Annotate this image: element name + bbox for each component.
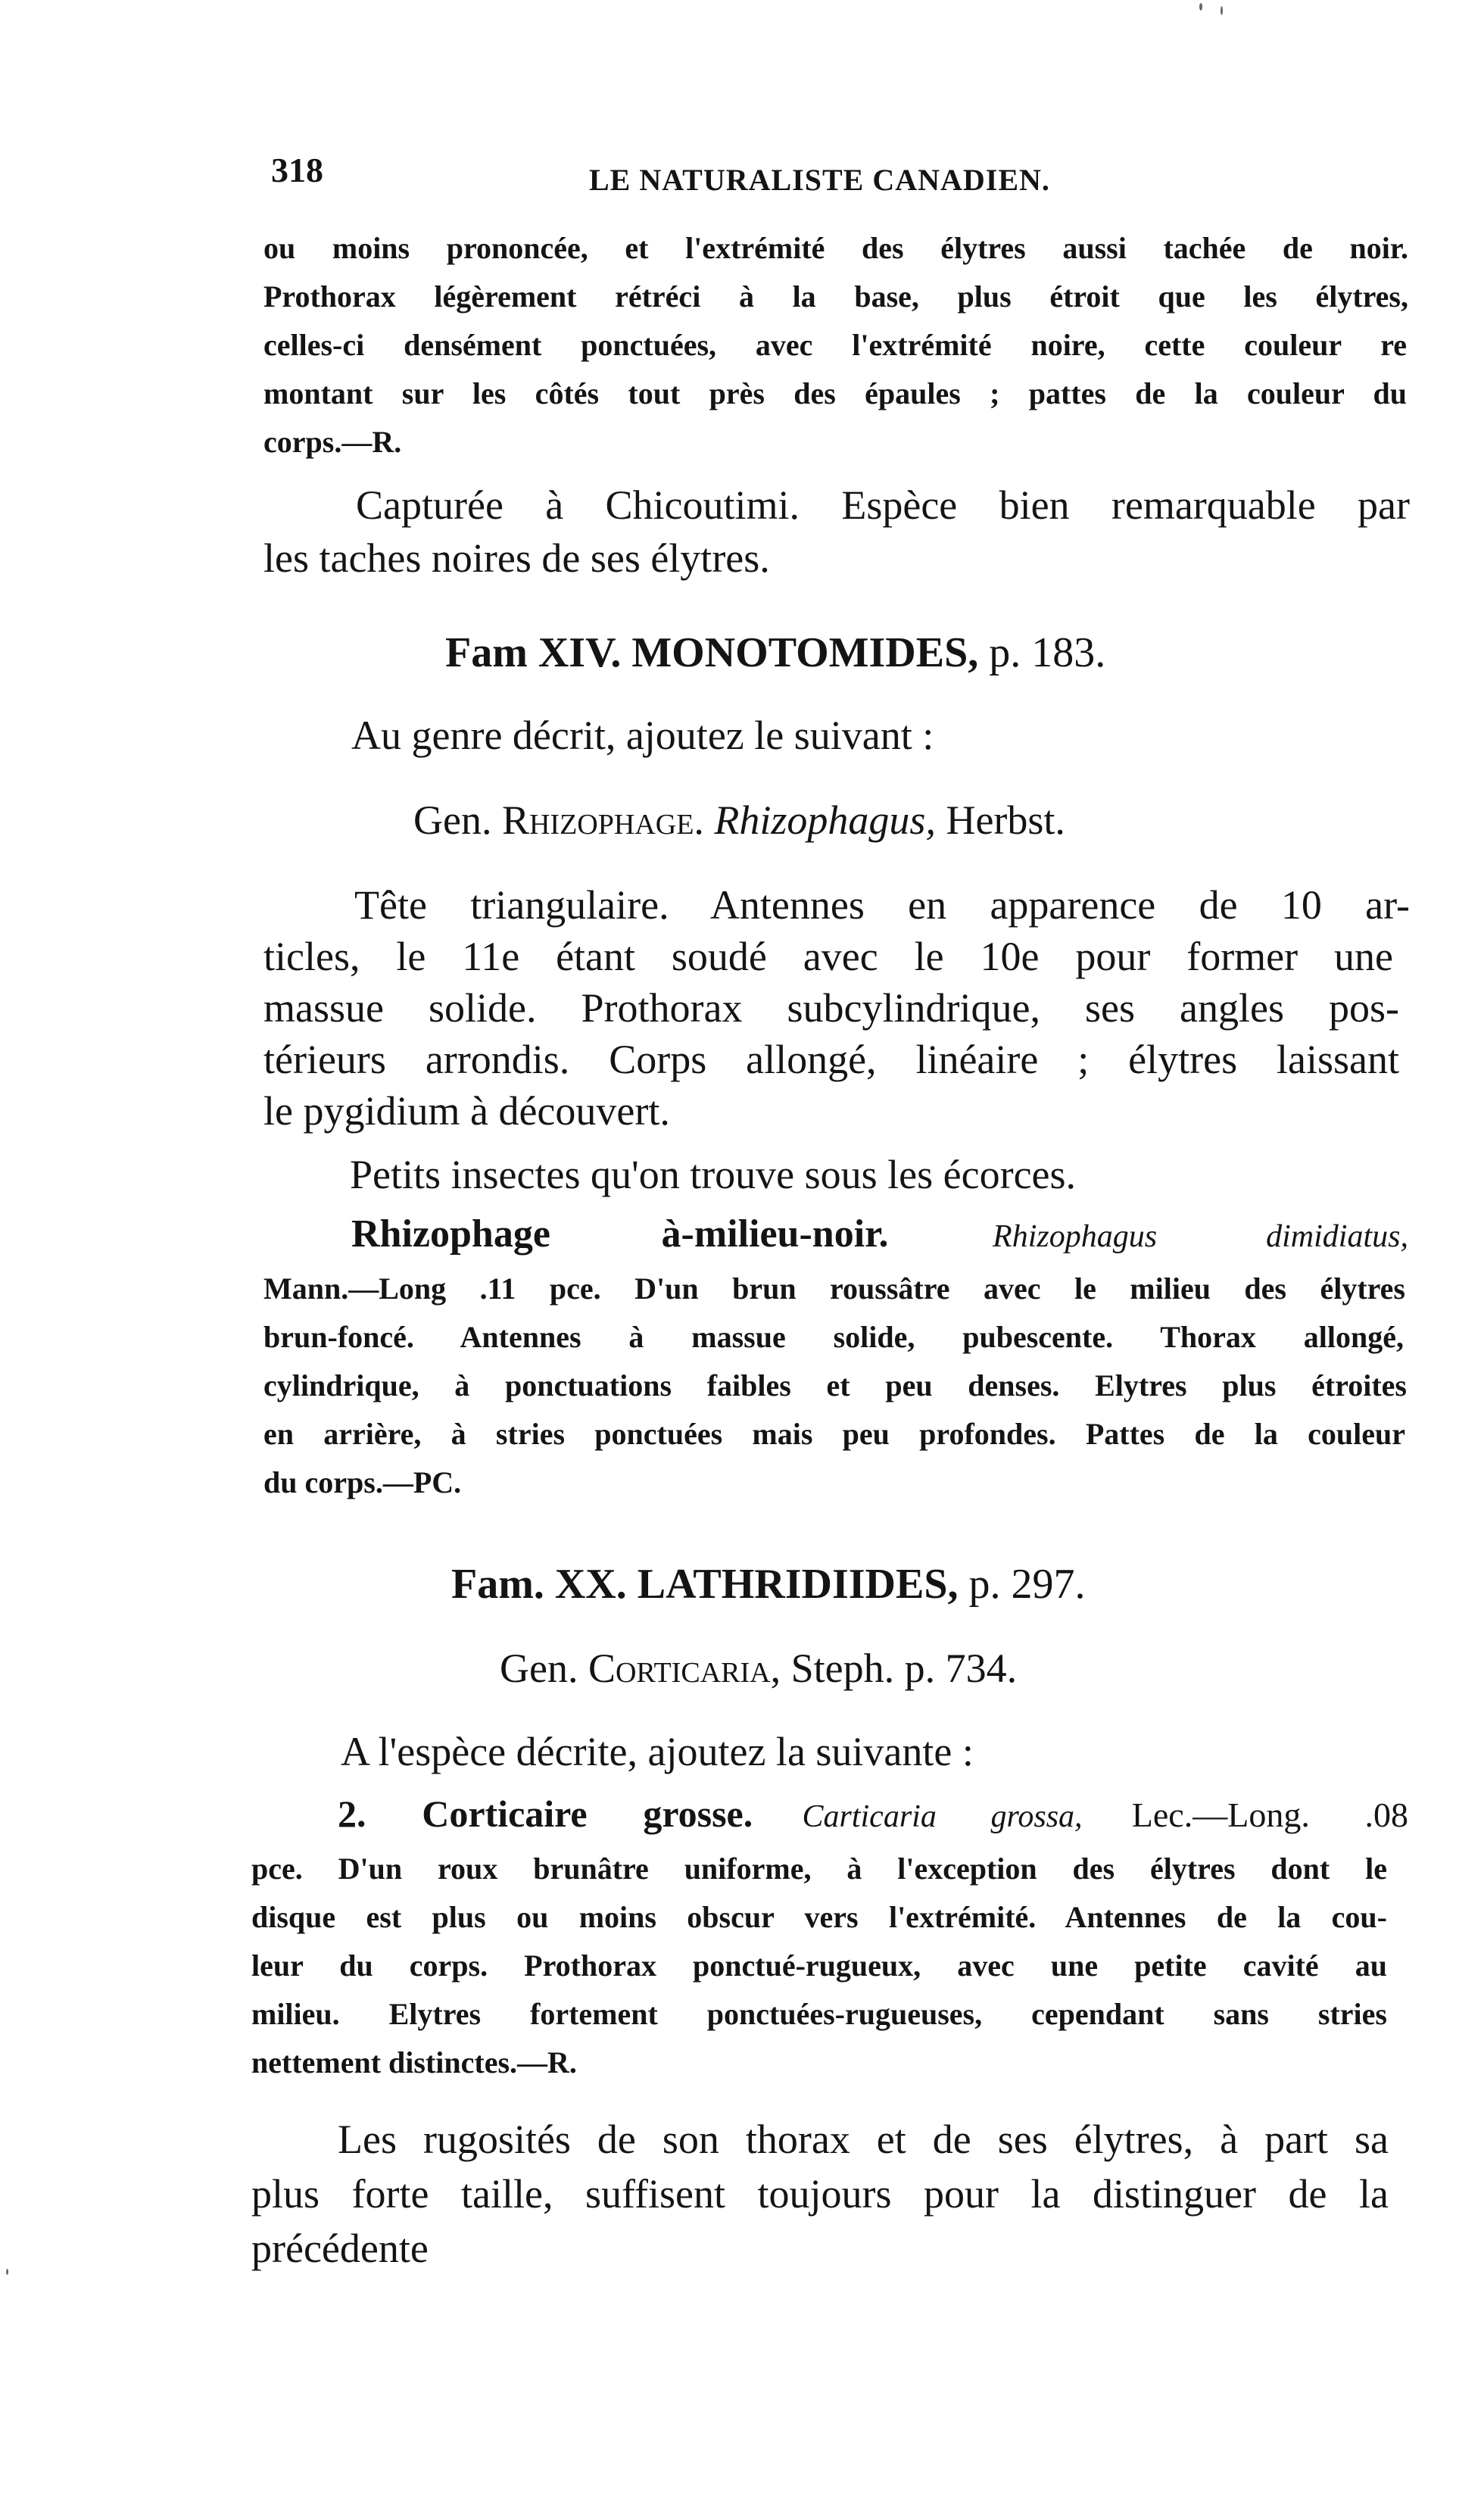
p1-line-1: ou moins prononcée, et l'extrémité des élytres aussi tachée de noir. (263, 231, 1408, 265)
species1-line-4: en arrière, à stries ponctuées mais peu profondes. Pattes de la couleur (263, 1417, 1405, 1451)
p6-line: A l'espèce décrite, ajoutez la suivante : (341, 1729, 974, 1774)
species2-line-5: nettement distinctes.—R. (251, 2045, 577, 2079)
p1-line-2: Prothorax légèrement rétréci à la base, plus étroit que les élytres, (263, 279, 1408, 314)
running-title: LE NATURALISTE CANADIEN. (589, 163, 1050, 197)
gen1-author: Herbst. (946, 797, 1065, 843)
fam20-name: LATHRIDIIDES, (637, 1561, 959, 1608)
p1-line-5: corps.—R. (263, 425, 402, 459)
fam20-page: p. 297. (968, 1561, 1086, 1608)
p7-line-1: Les rugosités de son thorax et de ses élytres, à part sa (338, 2117, 1389, 2162)
page-number: 318 (271, 151, 323, 189)
species2-line-1: pce. D'un roux brunâtre uniforme, à l'exception des élytres dont le (251, 1852, 1387, 1886)
p1-line-4: montant sur les côtés tout près des épaules ; pattes de la couleur du (263, 376, 1407, 410)
species2-latin: Carticaria grossa, (802, 1799, 1083, 1834)
p5-line: Petits insectes qu'on trouve sous les écorces. (350, 1152, 1077, 1197)
species2-tail: Lec.—Long. .08 (1131, 1796, 1409, 1834)
p4-line-4: térieurs arrondis. Corps allongé, linéaire ; élytres laissant (263, 1037, 1399, 1082)
species1-latin: Rhizophagus dimidiatus, (993, 1219, 1408, 1254)
p2-line-2: les taches noires de ses élytres. (263, 535, 770, 581)
fam14-prefix: Fam (445, 629, 528, 676)
fam20-number: XX. (554, 1561, 627, 1608)
species1-line-1: Mann.—Long .11 pce. D'un brun roussâtre avec le milieu des élytres (263, 1271, 1405, 1306)
species1-line-2: brun-foncé. Antennes à massue solide, pubescente. Thorax allongé, (263, 1320, 1404, 1354)
species1-name: Rhizophage à-milieu-noir. (351, 1212, 889, 1256)
p4-line-2: ticles, le 11e étant soudé avec le 10e pour former une (263, 934, 1393, 979)
species2-name: 2. Corticaire grosse. (338, 1792, 753, 1835)
p7-line-3: précédente (251, 2226, 429, 2271)
species1-line-5: du corps.—PC. (263, 1465, 462, 1499)
fam14-page: p. 183. (989, 629, 1106, 676)
gen1-name: Rhizophage. (501, 797, 704, 843)
scan-speck (1221, 6, 1223, 15)
gen2-rest: Steph. p. 734. (790, 1646, 1018, 1691)
species2-line-3: leur du corps. Prothorax ponctué-rugueux, avec une petite cavité au (251, 1948, 1387, 1983)
p4-line-3: massue solide. Prothorax subcylindrique, ses angles pos- (263, 985, 1399, 1031)
p7-line-2: plus forte taille, suffisent toujours pour la distinguer de la (251, 2171, 1389, 2217)
species2-line-4: milieu. Elytres fortement ponctuées-rugueuses, cependant sans stries (251, 1997, 1387, 2031)
family-heading-xx (451, 1560, 1086, 1608)
scan-speck (6, 2269, 8, 2275)
family-heading-xiv (445, 629, 1105, 677)
species1-line-3: cylindrique, à ponctuations faibles et peu denses. Elytres plus étroites (263, 1368, 1407, 1402)
species1-heading (351, 1212, 1408, 1256)
gen2-name: Corticaria, (588, 1646, 781, 1691)
genus-corticaria-heading (500, 1645, 1017, 1692)
fam20-prefix: Fam. (451, 1561, 544, 1608)
p3-line: Au genre décrit, ajoutez le suivant : (351, 713, 934, 758)
p4-line-1: Tête triangulaire. Antennes en apparence de 10 ar- (354, 882, 1410, 928)
gen1-latin: Rhizophagus, (714, 797, 936, 843)
genus-rhizophage-heading (413, 797, 1065, 844)
fam14-number: XIV. (538, 629, 622, 676)
gen2-prefix: Gen. (500, 1646, 578, 1691)
p1-line-3: celles-ci densément ponctuées, avec l'extrémité noire, cette couleur re (263, 328, 1407, 362)
fam14-name: MONOTOMIDES, (631, 629, 979, 676)
p4-line-5: le pygidium à découvert. (263, 1088, 670, 1134)
species2-line-2: disque est plus ou moins obscur vers l'extrémité. Antennes de la cou- (251, 1900, 1387, 1934)
gen1-prefix: Gen. (413, 797, 492, 843)
p2-line-1: Capturée à Chicoutimi. Espèce bien remarquable par (356, 482, 1410, 528)
species2-heading (338, 1792, 1408, 1836)
scan-speck (1199, 3, 1202, 11)
